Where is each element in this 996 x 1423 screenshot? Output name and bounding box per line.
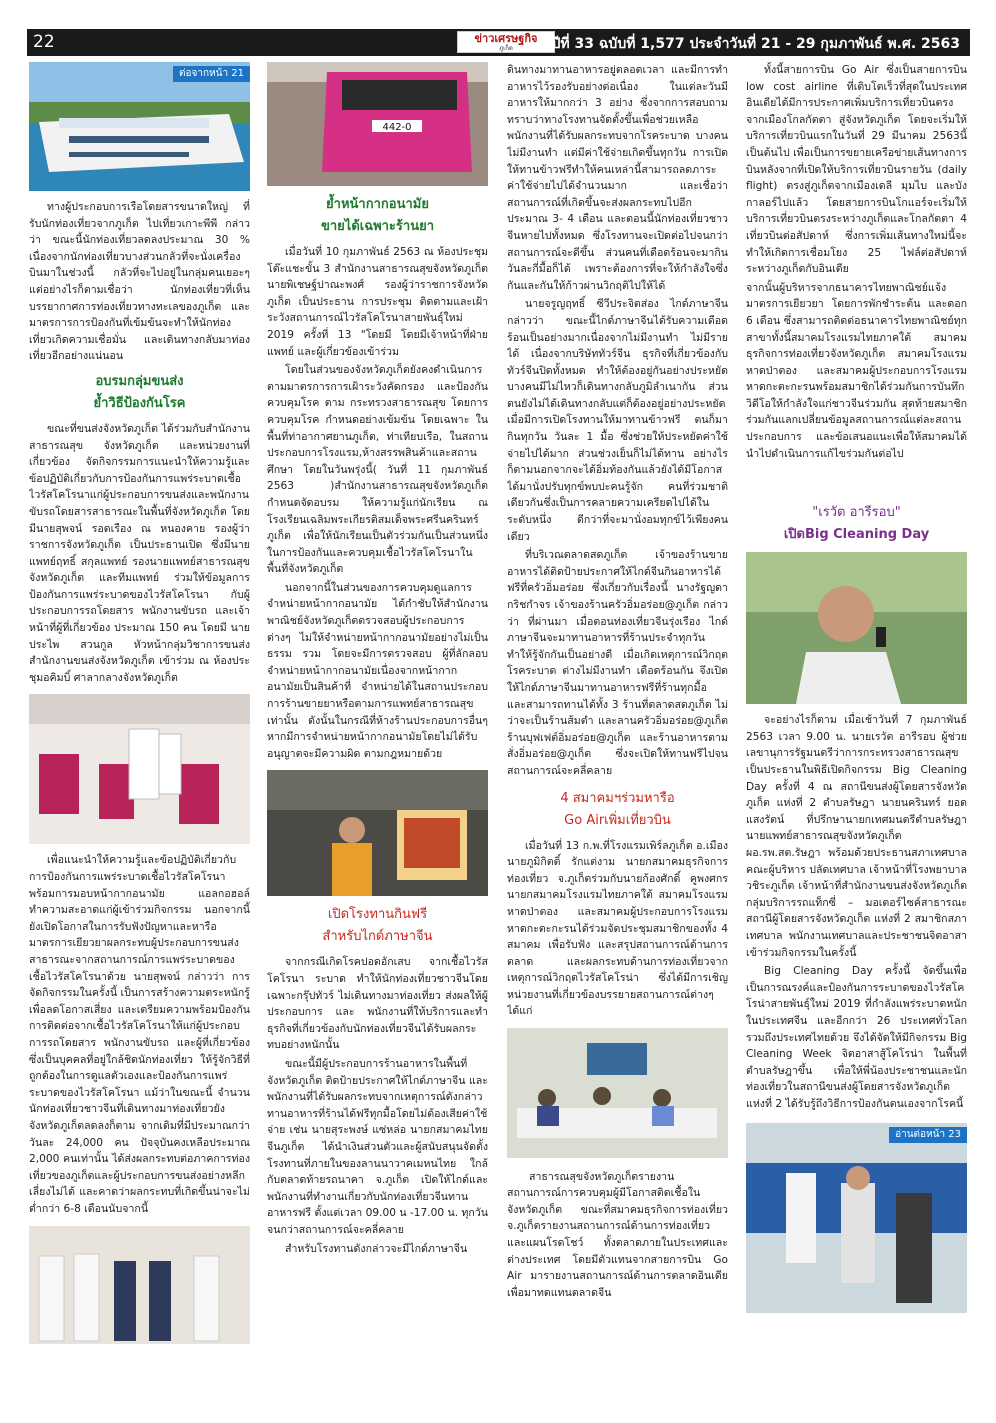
article-paragraph: ขณะนี้มีผู้ประกอบการร้านอาหารในพื้นที่จังหวัดภูเก็ต ติดป้ายประกาศให้ไกด์ภาษาจีน และพนักงานที่ได้รับผลกระทบจากเหตุการณ์ดังกล่าวทานอาหารที่ร้านได้ฟรีทุกมื้อโดยไม่ต้องเสียค่าใช้จ่าย เช่น นายสุระพงษ์ แซ่หล่อ นายกสมาคมไทยจีนภูเก็ต ได้นำเงินส่วนตัวและผู้สนับสนุนจัดตั้งโรงทานที่ภายในของลานนาวาคเมหนไทย ใกล้กับตลาดท้ายรถนาคา จ.ภูเก็ต เปิดให้ไกด์และพนักงานที่ทำงานเกี่ยวกับนักท่องเที่ยวจีนทานอาหารฟรี ตั้งแต่เวลา 09.00 น -17.00 น. ทุกวัน จนกว่าสถานการณ์จะคลี่คลาย — [267, 1057, 488, 1236]
ferry-boat-photo — [29, 62, 250, 191]
heading-line: ขายได้เฉพาะร้านยา — [320, 219, 435, 234]
heading-line: "เรวัต อารีรอบ" — [812, 505, 901, 521]
heading-line: ย้ำวิธีป้องกันโรค — [93, 395, 186, 411]
training-group-photo — [29, 1226, 250, 1344]
article-paragraph: สำหรับโรงทานดังกล่าวจะมีไกด์ภาษาจีน — [285, 1242, 468, 1255]
heading-line: สำหรับไกด์ภาษาจีน — [322, 929, 433, 945]
article-paragraph: เมื่อวันที่ 10 กุมภาพันธ์ 2563 ณ ห้องประชุม โต๊ะแชะขั้น 3 สำนักงานสาธารณสุขจังหวัดภูเก็ต นายพิเชษฐ์ปาณะพงศ์ รองผู้ว่าราชการจังหวัดภูเก็ต เป็นประธาน การประชุม ติดตามและเฝ้าระวังสถานการณ์ไวรัสโคโรนาสายพันธุ์ใหม่ 2019 ครั้งที่ 13 "โดยมี โดยมีเจ้าหน้าที่ฝ่ายแพทย์ และผู้เกี่ยวข้องเข้าร่วม — [267, 246, 488, 358]
continued-on-tag: อ่านต่อหน้า 23 — [889, 1127, 967, 1143]
restaurant-owner-photo — [267, 770, 488, 896]
heading-line: อบรมกลุ่มขนส่ง — [95, 373, 184, 389]
issue-info: ปีที่ 33 ฉบับที่ 1,577 ประจำวันที่ 21 - 29 กุมภาพันธ์ พ.ศ. 2563 — [551, 36, 960, 52]
cleaning-day-photo — [746, 1123, 967, 1313]
heading-line: 4 สมาคมฯร่วมหารือ — [560, 790, 675, 806]
heading-line: เปิดBig Cleaning Day — [783, 527, 930, 543]
column-4 — [746, 62, 967, 1407]
bus-number: 442-0 — [382, 122, 412, 133]
heading-line: เปิดโรงทานกินฟรี — [327, 907, 428, 923]
section-heading — [267, 904, 488, 948]
heading-line: Go Airเพิ่มเที่ยวบิน — [564, 812, 671, 828]
article-paragraph: Big Cleaning Day ครั้งนี้ จัดขึ้นเพื่อเป็นการณรงค์และป้องกันการระบาดของไวรัสโคโรน่าสายพันธุ์ใหม่ 2019 ที่กำลังแพร่ระบาดหนักในประเทศจีน และอีกกว่า 26 ประเทศทั่วโลก รวมถึงประเทศไทยด้วย จึงได้จัดให้มีกิจกรรม Big Cleaning Week จิตอาสาสู้โคโรน่า ในพื้นที่ตำบลรัษฎาขึ้น เพื่อให้พี่น้องประชาชนและนักท่องเที่ยวในสถานีขนส่งผู้โดยสารจังหวัดภูเก็ต แห่งที่ 2 ได้รับรู้ถึงวิธีการป้องกันตนเองจากโรคนี้ — [746, 965, 967, 1110]
page-number: 22 — [33, 32, 55, 52]
masthead-subtitle: ภูเก็ต — [499, 45, 513, 52]
bus-disinfection-photo — [29, 694, 250, 844]
continued-from-tag: ต่อจากหน้า 21 — [173, 66, 250, 82]
column-1 — [29, 62, 250, 1407]
article-paragraph: นอกจากนี้ในส่วนของการควบคุมดูแลการจำหน่ายหน้ากากอนามัย ได้กำชับให้สำนักงานพาณิชย์จังหวัดภูเก็ตตรวจสอบผู้ประกอบการต่างๆ ไม่ให้จำหน่ายหน้ากากอนามัยอย่างไม่เป็นธรรม รวม โดยจะมีการตรวจสอบ ผู้ที่ลักลอบจำหน่ายหน้ากากอนามัยเนื่องจากหน้ากากอนามัยเป็นสินค้าที่ จำหน่ายได้ในสถานประกอบการร้านขายยาหรือตามการแพทย์สาธารณสุขเท่านั้น ดังนั้นในกรณีที่ห้างร้านประกอบการอื่นๆ หากมีการจำหน่ายหน้ากากอนามัยโดยไม่ได้รับอนุญาตจะมีความผิด ตามกฎหมายด้วย — [267, 581, 488, 760]
article-paragraph: ทั้งนี้สายการบิน Go Air ซึ่งเป็นสายการบิน low cost airline ที่เติบโตเร็วที่สุดในประเทศอินเดียได้มีการประกาศเพิ่มบริการเที่ยวบินตรงจากเมืองโกลกัตตา สู่จังหวัดภูเก็ต โดยจะเริ่มให้บริการเที่ยวบินแรกในวันที่ 29 มีนาคม 2563นี้เป็นต้นไป เพื่อเป็นการขยายเครือข่ายเส้นทางการบินหลังจากที่เปิดให้บริการเที่ยวบินรายวัน (daily flight) ตรงสู่ภูเก็ตจากเมืองเดลี มุมไบ และบังกาลอร์ไปแล้ว โดยสายการบินโกแอร์จะเริ่มให้บริการเที่ยวบินตรงระหว่างภูเก็ตและโกลกัตตา 4 เที่ยวบินต่อสัปดาห์ ซึ่งการเพิ่มเส้นทางใหม่นี้จะทำให้เกิดการเชื่อมโยง 25 ไฟล์ต่อสัปดาห์ระหว่างภูเก็ตกับอินเดีย — [746, 64, 967, 276]
article-paragraph: โดยในส่วนของจังหวัดภูเก็ตยังคงดำเนินการตามมาตรการการเฝ้าระวังคัดกรอง และป้องกันควบคุมโรค ตาม กระทรวงสาธารณสุข โดยการควบคุมโรค กำหนดอย่างเข้มข้น โดยเฉพาะ ในพื้นที่ท่าอากาศยานภูเก็ต, ท่าเทียบเรือ, ในสถานประกอบการโรงแรม,ห้างสรรพสินค้าและสถานศึกษา โดยในวันพรุ่งนี้( วันที่ 11 กุมภาพันธ์ 2563 )สำนักงานสาธารณสุขจังหวัดภูเก็ต กำหนดจัดอบรม ให้ความรู้แก่นักเรียน ณ โรงเรียนเฉลิมพระเกียรติสมเด็จพระศรีนครินทร์ภูเก็ต เพื่อให้นักเรียนเป็นตัวร่วมกันเป็นส่วนหนึ่งในการป้องกันและควบคุมเชื้อไวรัสโคโรนาในพื้นที่จังหวัดภูเก็ต — [267, 364, 488, 576]
heading-line: ย้ำหน้ากากอนามัย — [326, 197, 429, 212]
article-paragraph: ที่บริเวณตลาดสดภูเก็ต เจ้าของร้านขายอาหารได้ติดป้ายประกาศให้ไกด์จีนกินอาหารได้ฟรีที่ครัวอิ่มอร่อย ซึ่งเกี่ยวกับเรื่องนี้ นางรัฐญดา กริชกำจร เจ้าของร้านครัวอิ่มอร่อย@ภูเก็ต กล่าวว่า ที่ผ่านมา เมื่อตอนท่องเที่ยวจีนรุ่งเรือง ไกด์ภาษาจีนจะมาทานอาหารที่ร้านประจำทุกวันทำให้รู้จักกันเป็นอย่างดี เมื่อเกิดเหตุการณ์วิกฤตโรคระบาด ต่างไม่มีงานทำ เดือดร้อนกัน จึงเปิดให้ไกด์ภาษาจีนมาทานอาหารฟรีที่ร้านทุกมื้อ และสามารถทานได้ทั้ง 3 ร้านที่ตลาดสดภูเก็ต ไม่ว่าจะเป็นร้านส้มตำ และลานครัวอิ่มอร่อย@ภูเก็ต ร้านบุฟเฟต์อิ่มอร่อย@ภูเก็ต และร้านอาหารตามสั่งอิ่มอร่อย@ภูเก็ต ซึ่งจะเปิดให้ทานฟรีไปจนสถานการณ์จะคลี่คลาย — [507, 549, 728, 777]
section-heading — [29, 371, 250, 415]
article-paragraph: จากกรณีเกิดโรคปอดอักเสบ จากเชื้อไวรัสโคโรนา ระบาด ทำให้นักท่องเที่ยวชาวจีนโดยเฉพาะกรุ๊ปทัวร์ ไม่เดินทางมาท่องเที่ยว ส่งผลให้ผู้ประกอบการ และ พนักงานที่ให้บริการและทำธุรกิจที่เกี่ยวข้องกับนักท่องเที่ยวจีนได้รับผลกระทบอย่างหนักนั้น — [267, 956, 488, 1052]
article-paragraph: ขณะที่ขนส่งจังหวัดภูเก็ต ได้ร่วมกับสำนักงานสาธารณสุข จังหวัดภูเก็ต และหน่วยงานที่เกี่ยวข้อง จัดกิจกรรมการแนะนำให้ความรู้และข้อปฏิบัติเกี่ยวกับการป้องกันการแพร่ระบาดเชื้อไวรัสโคโรนาแก่ผู้ประกอบการขนส่งและพนักงานขับรถโดยสารสาธารณะในพื้นที่จังหวัดภูเก็ต โดยมีนายสุพจน์ รอดเรือง ณ หนองคาย รองผู้ว่าราชการจังหวัดภูเก็ต เป็นประธานเปิด ซึ่งมีนายแพทย์ฤทธิ์ สกุลแพทย์ รองนายแพทย์สาธารณสุขจังหวัดภูเก็ต และทีมแพทย์ ร่วมให้ข้อมูลการป้องกันการแพร่ระบาดของไวรัสโคโรนา กับผู้ประกอบการรถโดยสาร พนักงานขับรถ และเจ้าหน้าที่ผู้ที่เกี่ยวข้อง ประมาณ 150 คน โดยมี นายประไพ สวนกูล หัวหน้ากลุ่มวิชาการขนส่ง สำนักงานขนส่งจังหวัดภูเก็ต เข้าร่วม ณ ห้องประชุมอคิมบิ์ ศาลากลางจังหวัดภูเก็ต — [29, 422, 250, 684]
column-2 — [267, 62, 488, 1407]
section-heading — [267, 194, 488, 238]
article-paragraph: จะอย่างไรก็ตาม เมื่อเช้าวันที่ 7 กุมภาพันธ์ 2563 เวลา 9.00 น. นายเรวัต อารีรอบ ผู้ช่วยเลขานุการรัฐมนตรีว่าการกระทรวงสาธารณสุข เป็นประธานในพิธีเปิดกิจกรรม Big Cleaning Day ครั้งที่ 4 ณ สถานีขนส่งผู้โดยสารจังหวัดภูเก็ต แห่งที่ 2 ตำบลรัษฎา นายนครินทร์ ยอดแสงรัตน์ ที่ปรึกษานายกเทศมนตรีตำบลรัษฎา นายแพทย์สาธารณสุขจังหวัดภูเก็ต ผอ.รพ.สต.รัษฎา พร้อมด้วยประธานสภาเทศบาล คณะผู้บริหาร ปลัดเทศบาล เจ้าหน้าที่โรงพยาบาลวชิระภูเก็ต เจ้าหน้าที่สำนักงานขนส่งจังหวัดภูเก็ต กลุ่มบริการรถแท็กซี่ – มอเตอร์ไซค์สาธารณะ สถานีผู้โดยสารจังหวัดภูเก็ต แห่งที่ 2 สมาชิกสภาเทศบาล พนักงานเทศบาลและประชาชนจิตอาสาเข้าร่วมกิจกรรมในครั้งนี้ — [746, 714, 967, 959]
article-paragraph: นายจรูญฤทธิ์ ซีวีประจิตส่อง ไกด์ภาษาจีน กล่าวว่า ขณะนี้ไกด์ภาษาจีนได้รับความเดือดร้อนเป็นอย่างมากเนื่องจากไม่มีงานทำ ไม่มีรายได้ เนื่องจากบริษัททัวร์จีน ธุรกิจที่เกี่ยวข้องกับทัวร์จีนปิดทั้งหมด ทำให้ต้องอยู่กันอย่างประหยัด บางคนมีไม่ไหวก็เดินทางกลับภูมิลำเนากัน ส่วนตนยังไม่ได้เดินทางกลับแต่ก็ต้องอยู่อย่างประหยัด เมื่อมีการเปิดโรงทานให้มาทานข้าวฟรี ตนก็มากินทุกวัน วันละ 1 มื้อ ซึ่งช่วยให้ประหยัดค่าใช้จ่ายไปได้มาก ส่วนช่วงเย็นก็ไม่ได้ทาน อย่างไรก็ตามนอกจากจะได้อิ่มท้องกันแล้วยังได้มีโอกาสได้มานั่งปรับทุกข์พบปะคนรู้จัก คนที่ร่วมชาติเดียวกันซึ่งเป็นการคลายความเครียดไปได้ในระดับหนึ่ง ดีกว่าที่จะมานั่งอมทุกข์ไว้เพียงคนเดียว — [507, 298, 728, 543]
masthead-logo — [457, 31, 555, 53]
masthead-title: ข่าวเศรษฐกิจ — [474, 32, 538, 45]
article-paragraph: เมื่อวันที่ 13 ก.พ.ที่โรงแรมเพิร์ลภูเก็ต อ.เมือง นายภูมิกิตติ์ รักแต่งาม นายกสมาคมธุรกิจการท่องเที่ยว จ.ภูเก็ตร่วมกับนายก้องศักดิ์ คูพงศกร นายกสมาคมโรงแรมไทยภาคใต้ สมาคมโรงแรมหาดป่าตอง และสมาคมผู้ประกอบการโรงแรมหาดกะตะกะรนได้ร่วมจัดประชุมสมาชิกของทั้ง 4 สมาคม เพื่อรับฟัง และสรุปสถานการณ์ด้านการตลาด และผลกระทบด้านการท่องเที่ยวจากเหตุการณ์วิกฤตไวรัสโคโรน่า ซึ่งได้มีการเชิญหน่วยงานที่เกี่ยวข้องบรรยายสถานการณ์ต่างๆ ได้แก่ — [507, 839, 728, 1018]
article-paragraph: ดินทางมาทานอาหารอยู่ตลอดเวลา และมีการทำอาหารไว้รองรับอย่างต่อเนื่อง ในแต่ละวันมีอาหารให้มากกว่า 3 อย่าง ซึ่งจากการสอบถามทราบว่าทางโรงทานจัดตั้งขึ้นเพื่อช่วยเหลือพนักงานที่ได้รับผลกระทบจากโรคระบาด บางคนไม่มีงานทำ แต่มีค่าใช้จ่ายเกิดขึ้นทุกวัน การเปิดให้ทานข้าวฟรีทำให้คนเหล่านี้สามารถลดภาระค่าใช้จ่ายไปได้จำนวนมาก และเชื่อว่าสถานการณ์ที่เกิดขึ้นจะส่งผลกระทบไปอีกประมาณ 3- 4 เดือน และตอนนี้นักท่องเที่ยวชาวจีนหายไปทั้งหมด ซึ่งโรงทานจะเปิดต่อไปจนกว่าสถานการณ์จะดีขึ้น ส่วนคนที่เดือดร้อนจะมากินวันละกี่มื้อก็ได้ เพราะต้องการที่จะให้กำลังใจซึ่งกันและกันให้ก้าวผ่านวิกฤติไปให้ได้ — [507, 64, 728, 292]
article-paragraph: ทางผู้ประกอบการเรือโดยสารขนาดใหญ่ ที่รับนักท่องเที่ยวจากภูเก็ต ไปเที่ยวเกาะพีพี กล่าวว่า ขณะนี้นักท่องเที่ยวลดลงประมาณ 30 % เนื่องจากนักท่องเที่ยวบางส่วนกลัวที่จะนั่งเครื่องบินมาในช่วงนี้ กลัวที่จะไปอยู่ในกลุ่มคนเยอะๆ แต่อย่างไรก็ตามเชื่อว่า นักท่องเที่ยวที่เห็นบรรยากาศการท่องเที่ยวทางทะเลของภูเก็ต และมาตรการการป้องกันที่เข้มข้นจะทำให้นักท่องเที่ยวเกิดความเชื่อมั่น และเดินทางกลับมาท่องเที่ยวอีกอย่างแน่นอน — [29, 201, 250, 363]
article-paragraph: จากนั้นผู้บริหารจากธนาคารไทยพาณิชย์แจ้งมาตรการเยียวยา โดยการพักชำระต้น และดอก 6 เดือน ซึ่งสามารถติดต่อธนาคารไทยพาณิชย์ทุกสาขาทั้งนี้สมาคมโรงแรมไทยภาคใต้ สมาคมธุรกิจการท่องเที่ยวจังหวัดภูเก็ต สมาคมโรงแรมหาดป่าตอง และสมาคมผู้ประกอบการโรงแรมหาดกะตะกะรนพร้อมสมาชิกได้ร่วมกันการบันทึกวิดีโอให้กำลังใจแก่ชาวจีนร่วมกัน สุดท้ายสมาชิกร่วมกันแลกเปลี่ยนข้อมูลสถานการณ์แต่ละสถานประกอบการ และข้อเสนอแนะเพื่อให้สมาคมได้นำไปดำเนินการแก้ไขร่วมกันต่อไป — [746, 281, 967, 460]
speaker-portrait-photo — [746, 552, 967, 704]
page-header — [27, 29, 970, 56]
pink-bus-photo — [267, 62, 488, 186]
section-heading — [746, 502, 967, 546]
article-paragraph: เพื่อแนะนำให้ความรู้และข้อปฏิบัติเกี่ยวกับการป้องกันการแพร่ระบาดเชื้อไวรัสโคโรนา พร้อมการมอบหน้ากากอนามัย แอลกอฮอล์ทำความสะอาดแก่ผู้เข้าร่วมกิจกรรม นอกจากนี้ยังเปิดโอกาสในการรับฟังปัญหาและหารือมาตรการเยียวยาผลกระทบผู้ประกอบการขนส่งสาธารณะจากสถานการณ์การแพร่ระบาดของเชื้อไวรัสโคโรนาด้วย นายสุพจน์ กล่าวว่า การจัดกิจกรรมในครั้งนี้ เป็นการสร้างความตระหนักรู้ เพื่อลดโอกาสเสี่ยง และเตรียมความพร้อมป้องกันการติดต่อจากเชื้อไวรัสโคโรนาให้แก่ผู้ประกอบการรถโดยสาร พนักงานขับรถ และผู้ที่เกี่ยวข้อง ซึ่งเป็นบุคคลที่อยู่ใกล้ชิดนักท่องเที่ยว ให้รู้จักวิธีที่ถูกต้องในการดูแลตัวเองและป้องกันการแพร่ระบาดของไวรัสโคโรนา แม้ว่าในขณะนี้ จำนวนนักท่องเที่ยวชาวจีนที่เดินทางมาท่องเที่ยวยังจังหวัดภูเก็ตลดลงก็ตาม จากเดิมที่มีประมาณกว่าวันละ 24,000 คน ปัจจุบันคงเหลือประมาณ 2,000 คนเท่านั้น ได้ส่งผลกระทบต่อภาคการท่องเที่ยวของภูเก็ตและผู้ประกอบการขนส่งอย่างหลีกเลี่ยงไม่ได้ และคาดว่าผลกระทบที่เกิดขึ้นน่าจะไม่ต่ำกว่า 6-8 เดือนนับจากนี้ — [29, 854, 250, 1215]
section-heading — [507, 788, 728, 832]
photo-caption: สาธารณสุขจังหวัดภูเก็ตรายงานสถานการณ์การควบคุมผู้มีโอกาสติดเชื้อในจังหวัดภูเก็ต ขณะที่สมาคมธุรกิจการท่องเที่ยว จ.ภูเก็ตรายงานสถานการณ์ด้านการท่องเที่ยว และแผนโรดโชว์ ทั้งตลาดภายในประเทศและต่างประเทศ โดยมีตัวแทนจากสายการบิน Go Air มารายงานสถานการณ์ด้านการตลาดอินเดีย เพื่อมาทดแทนตลาดจีน — [507, 1170, 728, 1299]
column-3 — [507, 62, 728, 1407]
meeting-photo — [507, 1028, 728, 1158]
